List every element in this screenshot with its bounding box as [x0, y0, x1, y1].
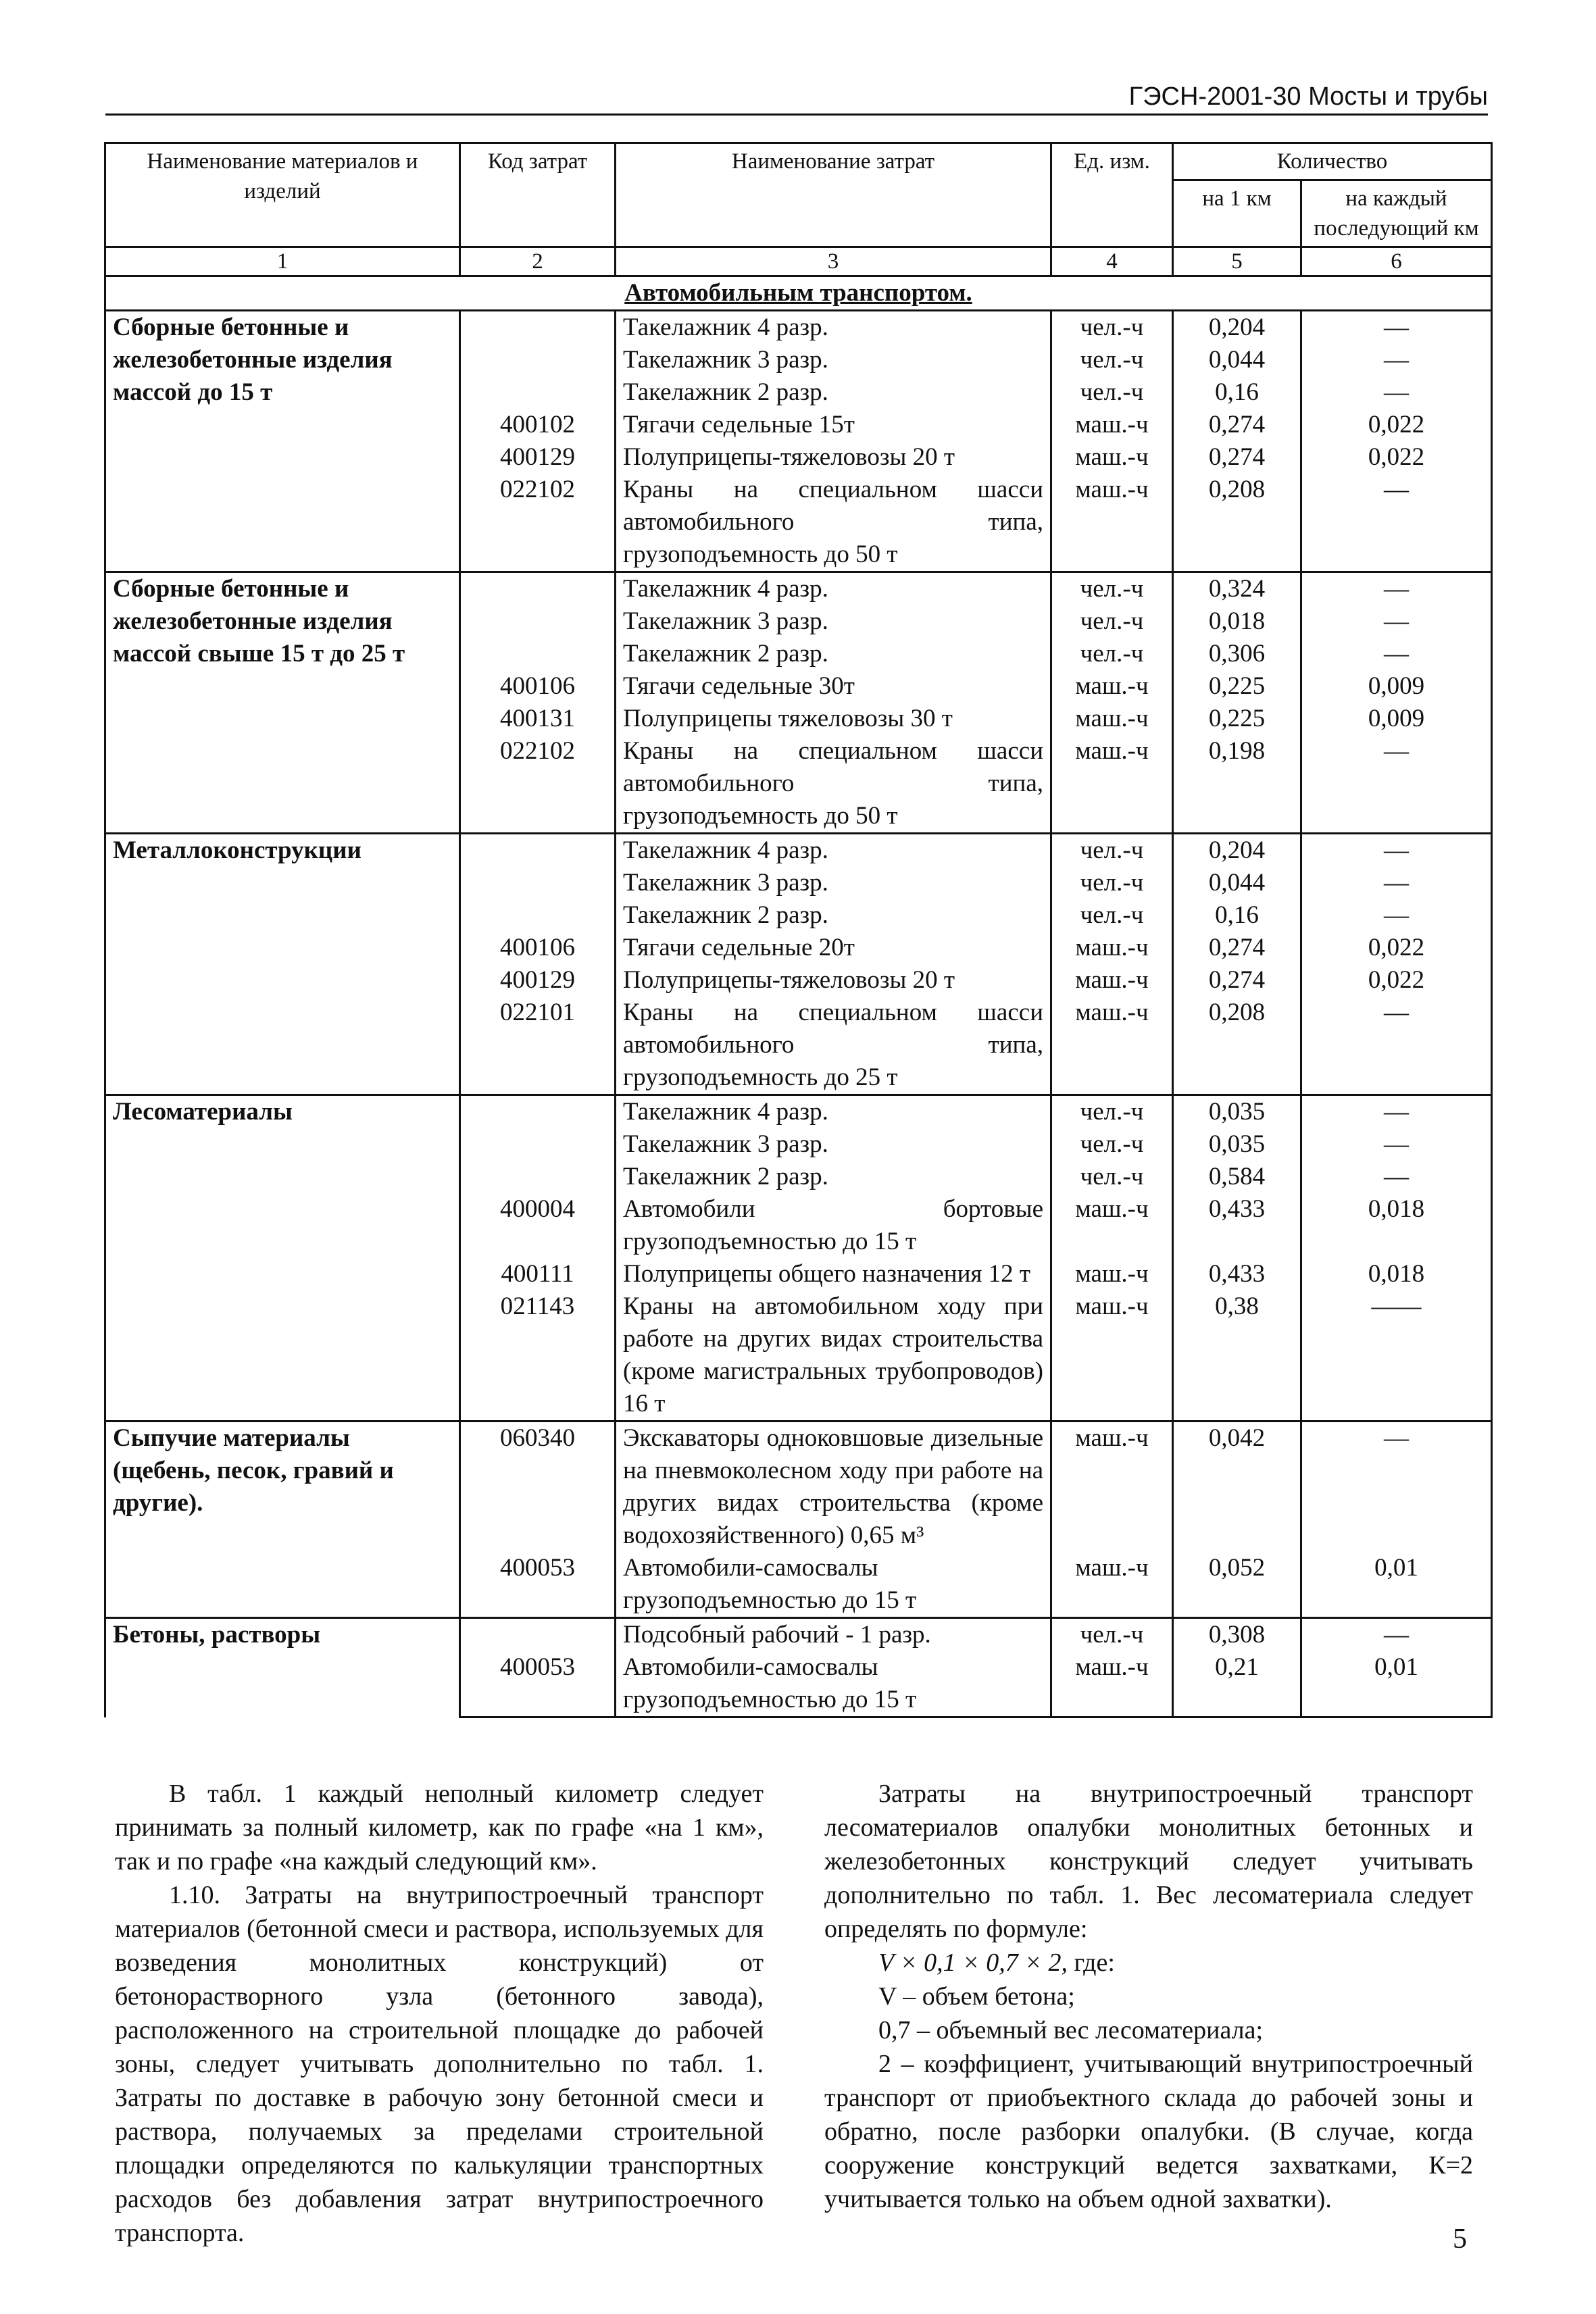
quantity-per-next-km: — — [1301, 1128, 1492, 1161]
quantity-per-next-km: 0,018 — [1301, 1258, 1492, 1290]
quantity-per-km: 0,274 — [1173, 932, 1301, 964]
quantity-per-km: 0,433 — [1173, 1193, 1301, 1258]
header-materials: Наименование материалов и изделий — [105, 143, 460, 247]
unit: маш.-ч — [1051, 670, 1173, 703]
quantity-per-next-km: 0,01 — [1301, 1552, 1492, 1618]
material-name: Бетоны, растворы — [105, 1618, 460, 1717]
unit: маш.-ч — [1051, 1552, 1173, 1618]
table-row — [105, 311, 1492, 345]
quantity-per-km: 0,204 — [1173, 311, 1301, 345]
cost-name: Экскаваторы одноковшовые дизельные на пневмоколесном ходу при работе на других видах строительства (кроме водохозяйственного) 0,65 м³ — [616, 1422, 1051, 1553]
unit: чел.-ч — [1051, 834, 1173, 867]
cost-name: Такелажник 3 разр. — [616, 605, 1051, 638]
cost-code: 400053 — [460, 1651, 616, 1717]
cost-name: Такелажник 2 разр. — [616, 376, 1051, 409]
quantity-per-km: 0,16 — [1173, 899, 1301, 932]
cost-code — [460, 1618, 616, 1652]
paragraph-timber-transport: Затраты на внутрипостроечный транспорт лесоматериалов опалубки монолитных бетонных и железобетонных конструкций следует учитывать дополнительно по табл. 1. Вес лесоматериала следует определять по формуле: — [824, 1780, 1473, 1943]
header-per-km: на 1 км — [1173, 180, 1301, 247]
header-per-next-km: на каждый последующий км — [1301, 180, 1492, 247]
quantity-per-next-km: 0,022 — [1301, 441, 1492, 474]
unit: маш.-ч — [1051, 1651, 1173, 1717]
cost-name: Краны на специальном шасси автомобильного типа, грузоподъемность до 50 т — [616, 735, 1051, 834]
cost-code: 022102 — [460, 474, 616, 572]
unit: чел.-ч — [1051, 311, 1173, 345]
material-name: Лесоматериалы — [105, 1095, 460, 1422]
quantity-per-next-km: 0,009 — [1301, 703, 1492, 735]
cost-name: Такелажник 4 разр. — [616, 311, 1051, 345]
unit: чел.-ч — [1051, 572, 1173, 606]
quantity-per-km: 0,042 — [1173, 1422, 1301, 1553]
quantity-per-next-km: — — [1301, 834, 1492, 867]
unit: маш.-ч — [1051, 1258, 1173, 1290]
quantity-per-km: 0,433 — [1173, 1258, 1301, 1290]
quantity-per-next-km: — — [1301, 1422, 1492, 1553]
cost-name: Тягачи седельные 15т — [616, 409, 1051, 441]
definition-coefficient: 2 – коэффициент, учитывающий внутрипостроечный транспорт от приобъектного склада до рабочей зоны и обратно, после разборки опалубки. (В случае, когда сооружение конструкций ведется захватками, К=2 учитывается только на объем одной захватки). — [824, 2050, 1473, 2213]
cost-name: Такелажник 4 разр. — [616, 834, 1051, 867]
unit: маш.-ч — [1051, 997, 1173, 1095]
formula: V × 0,1 × 0,7 × 2, — [878, 1948, 1068, 1977]
quantity-per-km: 0,035 — [1173, 1095, 1301, 1129]
material-name: Сыпучие материалы (щебень, песок, гравий и другие). — [105, 1422, 460, 1618]
table-row — [105, 834, 1492, 867]
definition-weight: 0,7 – объемный вес лесоматериала; — [878, 2016, 1264, 2044]
column-number: 6 — [1301, 247, 1492, 276]
definition-v: V – объем бетона; — [878, 1982, 1075, 2011]
column-number: 1 — [105, 247, 460, 276]
quantity-per-km: 0,204 — [1173, 834, 1301, 867]
quantity-per-km: 0,306 — [1173, 638, 1301, 670]
table-row — [105, 572, 1492, 606]
cost-code: 400111 — [460, 1258, 616, 1290]
cost-name: Автомобили-самосвалы грузоподъемностью до 15 т — [616, 1651, 1051, 1717]
column-number: 4 — [1051, 247, 1173, 276]
quantity-per-next-km: — — [1301, 867, 1492, 899]
quantity-per-next-km: — — [1301, 344, 1492, 376]
cost-name: Такелажник 3 разр. — [616, 344, 1051, 376]
quantity-per-km: 0,052 — [1173, 1552, 1301, 1618]
quantity-per-km: 0,274 — [1173, 409, 1301, 441]
unit: маш.-ч — [1051, 441, 1173, 474]
quantity-per-next-km: 0,009 — [1301, 670, 1492, 703]
materials-table — [104, 142, 1493, 1718]
unit: чел.-ч — [1051, 605, 1173, 638]
cost-code — [460, 834, 616, 867]
quantity-per-km: 0,274 — [1173, 964, 1301, 997]
cost-name: Такелажник 4 разр. — [616, 1095, 1051, 1129]
quantity-per-next-km: —— — [1301, 1290, 1492, 1422]
cost-code — [460, 638, 616, 670]
unit: маш.-ч — [1051, 409, 1173, 441]
unit: маш.-ч — [1051, 1290, 1173, 1422]
cost-name: Полуприцепы тяжеловозы 30 т — [616, 703, 1051, 735]
formula-line — [824, 1946, 1473, 1980]
section-title-text: Автомобильным транспортом. — [624, 279, 972, 307]
column-number: 2 — [460, 247, 616, 276]
table-row — [105, 1422, 1492, 1553]
cost-code: 022101 — [460, 997, 616, 1095]
cost-code: 022102 — [460, 735, 616, 834]
formula-suffix: где: — [1067, 1948, 1115, 1977]
table-row — [105, 1618, 1492, 1652]
page-header: ГЭСН-2001-30 Мосты и трубы — [105, 80, 1488, 116]
cost-code: 400129 — [460, 441, 616, 474]
quantity-per-km: 0,225 — [1173, 703, 1301, 735]
cost-code — [460, 899, 616, 932]
cost-code: 400131 — [460, 703, 616, 735]
cost-name: Подсобный рабочий - 1 разр. — [616, 1618, 1051, 1652]
quantity-per-next-km: 0,022 — [1301, 409, 1492, 441]
unit: чел.-ч — [1051, 1128, 1173, 1161]
quantity-per-km: 0,16 — [1173, 376, 1301, 409]
column-number: 3 — [616, 247, 1051, 276]
header-unit: Ед. изм. — [1051, 143, 1173, 247]
cost-code: 400129 — [460, 964, 616, 997]
quantity-per-next-km: — — [1301, 572, 1492, 606]
header-code: Код затрат — [460, 143, 616, 247]
column-number: 5 — [1173, 247, 1301, 276]
unit: чел.-ч — [1051, 867, 1173, 899]
quantity-per-km: 0,584 — [1173, 1161, 1301, 1193]
text-right-column — [824, 1777, 1473, 2216]
unit: маш.-ч — [1051, 932, 1173, 964]
quantity-per-next-km: 0,01 — [1301, 1651, 1492, 1717]
cost-name: Такелажник 2 разр. — [616, 1161, 1051, 1193]
cost-name: Краны на автомобильном ходу при работе на других видах строительства (кроме магистральных трубопроводов) 16 т — [616, 1290, 1051, 1422]
cost-code — [460, 867, 616, 899]
cost-name: Полуприцепы общего назначения 12 т — [616, 1258, 1051, 1290]
cost-name: Краны на специальном шасси автомобильного типа, грузоподъемность до 25 т — [616, 997, 1051, 1095]
cost-code — [460, 344, 616, 376]
page-number: 5 — [1453, 2223, 1467, 2255]
quantity-per-next-km: 0,022 — [1301, 932, 1492, 964]
quantity-per-next-km: — — [1301, 899, 1492, 932]
cost-name: Такелажник 2 разр. — [616, 638, 1051, 670]
cost-name: Тягачи седельные 30т — [616, 670, 1051, 703]
cost-name: Полуприцепы-тяжеловозы 20 т — [616, 964, 1051, 997]
cost-code — [460, 1161, 616, 1193]
quantity-per-next-km: — — [1301, 735, 1492, 834]
text-left-column — [115, 1777, 764, 2250]
unit: чел.-ч — [1051, 344, 1173, 376]
cost-name: Полуприцепы-тяжеловозы 20 т — [616, 441, 1051, 474]
cost-name: Такелажник 3 разр. — [616, 867, 1051, 899]
quantity-per-km: 0,208 — [1173, 997, 1301, 1095]
quantity-per-next-km: — — [1301, 474, 1492, 572]
material-name: Сборные бетонные и железобетонные изделия массой до 15 т — [105, 311, 460, 572]
quantity-per-next-km: — — [1301, 1618, 1492, 1652]
unit: маш.-ч — [1051, 1422, 1173, 1553]
quantity-per-km: 0,38 — [1173, 1290, 1301, 1422]
cost-code — [460, 376, 616, 409]
material-name: Металлоконструкции — [105, 834, 460, 1095]
quantity-per-km: 0,225 — [1173, 670, 1301, 703]
cost-code — [460, 605, 616, 638]
paragraph-1-10: 1.10. Затраты на внутрипостроечный транспорт материалов (бетонной смеси и раствора, используемых для возведения монолитных конструкций) от бетонорастворного узла (бетонного завода), расположенного на строительной площадке до рабочей зоны, следует учитывать дополнительно по табл. 1. Затраты по доставке в рабочую зону бетонной смеси и раствора, получаемых за пределами строительной площадки определяются по калькуляции транспортных расходов без добавления затрат внутрипостроечного транспорта. — [115, 1881, 764, 2247]
quantity-per-km: 0,324 — [1173, 572, 1301, 606]
quantity-per-km: 0,274 — [1173, 441, 1301, 474]
unit: маш.-ч — [1051, 735, 1173, 834]
unit: чел.-ч — [1051, 638, 1173, 670]
quantity-per-km: 0,035 — [1173, 1128, 1301, 1161]
quantity-per-next-km: — — [1301, 1161, 1492, 1193]
quantity-per-next-km: — — [1301, 605, 1492, 638]
quantity-per-km: 0,308 — [1173, 1618, 1301, 1652]
unit: маш.-ч — [1051, 1193, 1173, 1258]
unit: чел.-ч — [1051, 376, 1173, 409]
unit: маш.-ч — [1051, 703, 1173, 735]
cost-name: Автомобили-самосвалы грузоподъемностью до 15 т — [616, 1552, 1051, 1618]
cost-code: 400106 — [460, 932, 616, 964]
paragraph-km-rule: В табл. 1 каждый неполный километр следует принимать за полный километр, как по графе «на 1 км», так и по графе «на каждый следующий км». — [115, 1780, 764, 1876]
cost-code — [460, 1095, 616, 1129]
cost-code: 400102 — [460, 409, 616, 441]
cost-code — [460, 311, 616, 345]
quantity-per-next-km: — — [1301, 638, 1492, 670]
unit: чел.-ч — [1051, 1618, 1173, 1652]
table-row — [105, 1095, 1492, 1129]
cost-code: 021143 — [460, 1290, 616, 1422]
unit: чел.-ч — [1051, 1161, 1173, 1193]
quantity-per-km: 0,198 — [1173, 735, 1301, 834]
quantity-per-next-km: 0,022 — [1301, 964, 1492, 997]
unit: чел.-ч — [1051, 1095, 1173, 1129]
unit: маш.-ч — [1051, 474, 1173, 572]
unit: чел.-ч — [1051, 899, 1173, 932]
cost-name: Автомобили бортовые грузоподъемностью до 15 т — [616, 1193, 1051, 1258]
cost-code — [460, 572, 616, 606]
quantity-per-km: 0,044 — [1173, 344, 1301, 376]
cost-name: Краны на специальном шасси автомобильного типа, грузоподъемность до 50 т — [616, 474, 1051, 572]
cost-name: Такелажник 3 разр. — [616, 1128, 1051, 1161]
cost-code: 060340 — [460, 1422, 616, 1553]
header-name: Наименование затрат — [616, 143, 1051, 247]
quantity-per-km: 0,044 — [1173, 867, 1301, 899]
section-title — [105, 276, 1492, 311]
quantity-per-km: 0,21 — [1173, 1651, 1301, 1717]
header-quantity: Количество — [1173, 143, 1492, 180]
quantity-per-next-km: 0,018 — [1301, 1193, 1492, 1258]
cost-code — [460, 1128, 616, 1161]
quantity-per-next-km: — — [1301, 997, 1492, 1095]
quantity-per-next-km: — — [1301, 376, 1492, 409]
cost-name: Тягачи седельные 20т — [616, 932, 1051, 964]
material-name: Сборные бетонные и железобетонные изделия массой свыше 15 т до 25 т — [105, 572, 460, 834]
cost-code: 400053 — [460, 1552, 616, 1618]
cost-code: 400106 — [460, 670, 616, 703]
unit: маш.-ч — [1051, 964, 1173, 997]
quantity-per-next-km: — — [1301, 311, 1492, 345]
quantity-per-km: 0,208 — [1173, 474, 1301, 572]
cost-name: Такелажник 2 разр. — [616, 899, 1051, 932]
cost-code: 400004 — [460, 1193, 616, 1258]
quantity-per-km: 0,018 — [1173, 605, 1301, 638]
cost-name: Такелажник 4 разр. — [616, 572, 1051, 606]
quantity-per-next-km: — — [1301, 1095, 1492, 1129]
